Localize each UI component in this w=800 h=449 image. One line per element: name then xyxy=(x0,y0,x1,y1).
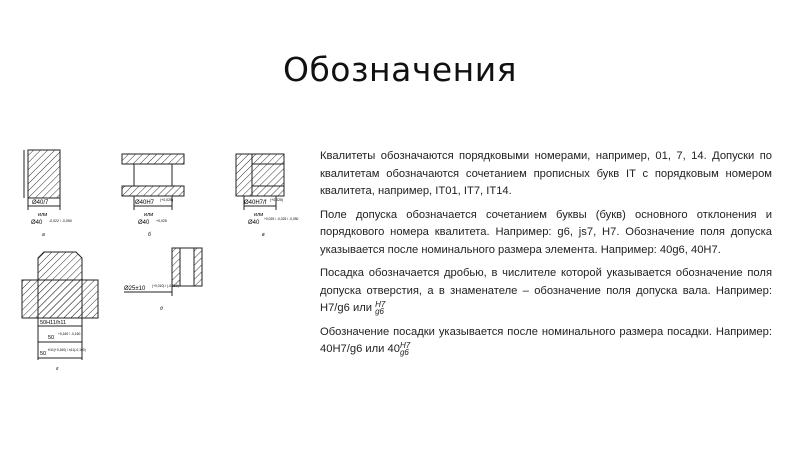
paragraph-fit xyxy=(320,265,772,318)
panel-b-letter: б xyxy=(148,232,151,238)
panel-a-alt-tol: -0,022 / -0,050 xyxy=(49,219,72,223)
panel-c-letter: в xyxy=(262,232,265,238)
explanation-text xyxy=(320,148,772,365)
panel-b-label: Ø40H7 xyxy=(135,200,155,206)
panel-a-label: Ø40/7 xyxy=(32,200,49,206)
paragraph-fit-designation xyxy=(320,324,772,359)
slide-title: Обозначения xyxy=(282,50,518,89)
panel-d xyxy=(22,252,98,372)
fit-fraction xyxy=(375,301,385,315)
fit-fraction-numerator: H7 xyxy=(375,300,386,310)
panel-d-label-3-tol: H11(+0,160) / h11(-0,160) xyxy=(48,348,86,352)
panel-d-label-2-tol: +0,160 / -0,160 xyxy=(58,332,81,336)
fit-fraction-denominator: g6 xyxy=(375,307,385,317)
panel-e xyxy=(124,248,202,312)
panel-a-alt: Ø40 xyxy=(31,220,43,226)
paragraph-fit-designation-text: Обозначение посадки указывается после номинального размера посадки. Например: 40H7/g6 или 40 xyxy=(320,325,772,355)
panel-c xyxy=(236,154,299,238)
panel-e-label: Ø25±10 xyxy=(124,286,146,292)
tolerance-figure xyxy=(18,130,313,380)
paragraph-tolerance-field: Поле допуска обозначается сочетанием буквы (букв) основного отклонения и порядкового номера квалитета. Например: g6, js7, H7. Обозначение поля допуска указывается после номинального размера элемента. Например: 40g6, 40H7. xyxy=(320,208,772,256)
panel-b-alt: Ø40 xyxy=(138,220,150,226)
paragraph-qualities: Квалитеты обозначаются порядковыми номерами, например, 01, 7, 14. Допуски по квалитетам обозначаются сочетанием прописных букв IT с порядковым номером квалитета, например, IT01, IT7, IT14. xyxy=(320,150,772,197)
panel-d-label-1: 50H11/h11 xyxy=(40,320,67,326)
panel-a xyxy=(24,150,72,238)
panel-e-label-tol: (+0,010) / (-0,010) xyxy=(152,284,179,288)
panel-c-or: или xyxy=(254,212,264,218)
fit-designation-fraction-denominator: g6 xyxy=(399,348,409,358)
paragraph-fit-text: Посадка обозначается дробью, в числителе которой указывается обозначение поля допуска отверстия, а в знаменателе – обозначение поля допуска вала. Например: H7/g6 или xyxy=(320,267,772,314)
panel-b-label-tol: (+0,025) xyxy=(160,198,174,202)
panel-a-letter: а xyxy=(42,232,45,238)
panel-b-or: или xyxy=(144,212,154,218)
panel-b xyxy=(122,154,184,238)
panel-a-or: или xyxy=(38,212,48,218)
fit-designation-fraction-numerator: H7 xyxy=(399,341,411,351)
fit-designation-fraction xyxy=(400,342,410,356)
panel-d-label-2: 50 xyxy=(48,335,55,341)
panel-e-letter: д xyxy=(160,306,163,312)
panel-d-label-3: 50 xyxy=(40,351,47,357)
panel-c-alt: Ø40 xyxy=(248,220,260,226)
panel-c-label-tol: (+0,025) xyxy=(270,198,284,202)
panel-c-label: Ø40H7/f xyxy=(244,200,267,206)
panel-b-alt-tol: +0,025 xyxy=(156,219,167,223)
panel-c-alt-tol: +0,025 / -0,025 / -0,050 xyxy=(264,217,299,221)
panel-d-letter: г xyxy=(56,366,59,372)
